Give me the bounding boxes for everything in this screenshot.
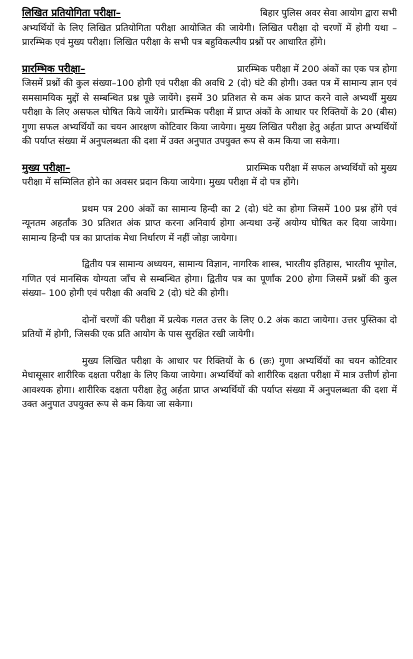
section-heading: मुख्य परीक्षा– <box>22 162 71 174</box>
section-intro: प्रारम्भिक परीक्षा में 200 अंकों का एक पत्र होगा <box>237 63 397 75</box>
paragraph-negative-marking: दोनों चरणों की परीक्षा में प्रत्येक गलत उत्तर के लिए 0.2 अंक काटा जायेगा। उत्तर पुस्तिका दो प्रतियों में होगी, जिसकी एक प्रति आयोग के पास सुरक्षित रखी जायेगी। <box>22 314 397 340</box>
paragraph-physical-test: मुख्य लिखित परीक्षा के आधार पर रिक्तियों के 6 (छः) गुणा अभ्यर्थियों का चयन कोटिवार मेधासूसार शारीरिक दक्षता परीक्षा के लिए किया जायेगा। अभ्यर्थियों को शारीरिक दक्षता परीक्षा में मात्र उत्तीर्ण होना आवश्यक होगा। शारीरिक दक्षता परीक्षा हेतु अर्हता प्राप्त अभ्यर्थियों की पर्याप्त संख्या में अनुपलब्धता की दशा में उक्त अनुपात उपयुक्त रूप से कम किया जा सकेगा। <box>22 355 397 410</box>
section-body: जिसमें प्रश्नों की कुल संख्या–100 होगी एवं परीक्षा की अवधि 2 (दो) घंटे की होगी। उक्त पत्र में सामान्य ज्ञान एवं समसामयिक मुद्दों से सम्बन्धित प्रश्न पूछे जायेंगे। इसमें 30 प्रतिशत से कम अंक प्राप्त करने वाले अभ्यर्थी मुख्य परीक्षा के लिए असफल घोषित किये जायेंगे। प्रारम्भिक परीक्षा में प्राप्त अंकों के आधार पर रिक्तियों के 20 (बीस) गुणा सफल अभ्यर्थियों का चयन आरक्षण कोटिवार किया जायेगा। मुख्य लिखित परीक्षा हेतु अर्हता प्राप्त अभ्यर्थियों की पर्याप्त संख्या में अनुपलब्धता की दशा में उक्त अनुपात उपयुक्त रूप से कम किया जा सकेगा। <box>22 78 397 147</box>
section-body: परीक्षा में सम्मिलित होने का अवसर प्रदान किया जायेगा। मुख्य परीक्षा में दो पत्र होंगे। <box>22 177 300 188</box>
section-heading: प्रारम्भिक परीक्षा– <box>22 63 86 75</box>
section-written-exam <box>22 7 397 51</box>
section-preliminary-exam <box>22 63 397 150</box>
paragraph-second-paper: द्वितीय पत्र सामान्य अध्ययन, सामान्य विज्ञान, नागरिक शास्त्र, भारतीय इतिहास, भारतीय भूगोल, गणित एवं मानसिक योग्यता जाँच से सम्बन्धित होगा। द्वितीय पत्र का पूर्णांक 200 होगा जिसमें प्रश्नों की कुल संख्या– 100 होगी एवं परीक्षा की अवधि 2 (दो) घंटे की होगी। <box>22 259 397 299</box>
section-intro: प्रारम्भिक परीक्षा में सफल अभ्यर्थियों को मुख्य <box>246 162 397 174</box>
section-intro: बिहार पुलिस अवर सेवा आयोग द्वारा सभी <box>260 8 397 19</box>
section-heading: लिखित प्रतियोगिता परीक्षा– <box>22 8 121 19</box>
section-main-exam <box>22 162 397 413</box>
section-body: अभ्यर्थियों के लिए लिखित प्रतियोगिता परीक्षा आयोजित की जायेगी। लिखित परीक्षा दो चरणों में होगी यथा – प्रारम्भिक एवं मुख्य परीक्षा। लिखित परीक्षा के सभी पत्र बहुविकल्पीय प्रश्नों पर आधारित होंगे। <box>22 22 397 48</box>
paragraph-first-paper: प्रथम पत्र 200 अंकों का सामान्य हिन्दी का 2 (दो) घंटे का होगा जिसमें 100 प्रश्न होंगे एवं न्यूनतम अहर्तांक 30 प्रतिशत अंक प्राप्त करना अनिवार्य होगा अन्यथा उन्हें अयोग्य घोषित कर दिया जायेगा। सामान्य हिन्दी पत्र का प्राप्तांक मेधा निर्धारण में नहीं जोड़ा जायेगा। <box>22 203 397 244</box>
